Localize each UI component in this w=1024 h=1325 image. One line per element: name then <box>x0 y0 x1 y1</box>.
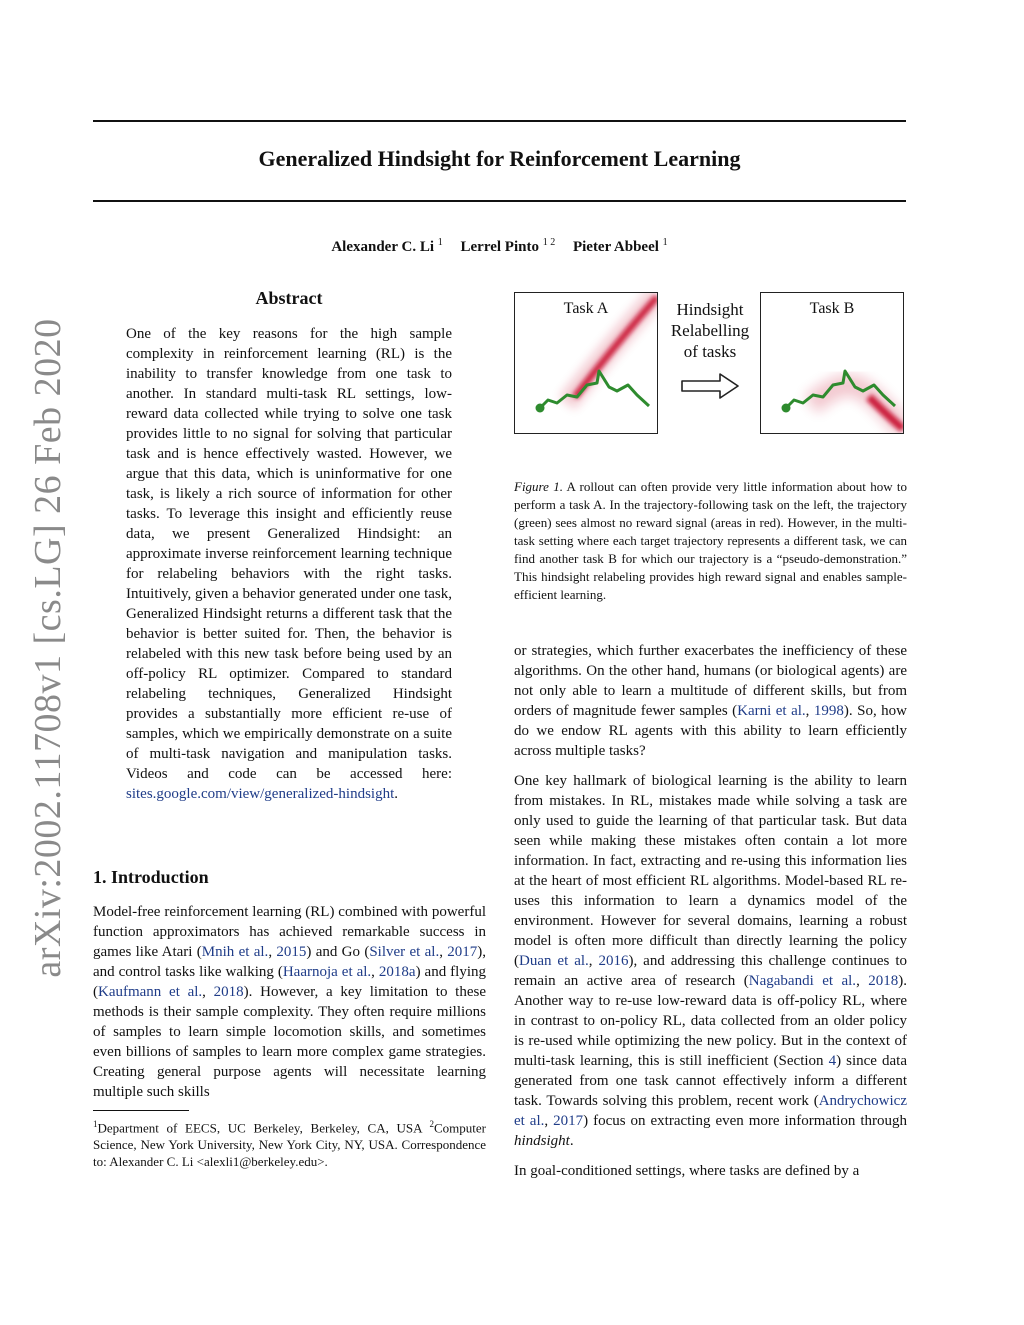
relabel-arrow-icon <box>680 372 742 400</box>
citation-year-link[interactable]: 2018 <box>868 973 899 989</box>
paragraph <box>514 771 907 1151</box>
title-top-rule <box>93 120 906 122</box>
arxiv-identifier: arXiv:2002.11708v1 [cs.LG] 26 Feb 2020 <box>27 318 69 978</box>
figure-caption <box>514 478 907 604</box>
abstract-body <box>126 324 452 804</box>
citation-sep: , <box>805 703 814 719</box>
task-b-panel <box>760 292 904 434</box>
citation-link[interactable]: Mnih et al. <box>201 944 269 960</box>
hindsight-label-line: Hindsight <box>676 300 744 319</box>
footnote-text: Computer Science, New York University, New York City, NY, USA. Correspondence to: Alexander C. Li <alexli1@berkeley.edu>. <box>93 1120 486 1170</box>
paragraph-text: In goal-conditioned settings, where tasks are defined by a <box>514 1163 860 1179</box>
paragraph-text: ). Another way to re-use low-reward data is off-policy RL, where in contrast to on-policy RL, data collected from an older policy is re-used while optimizing the new policy. But in the context of multi-task learning, this is still inefficient (Section <box>514 973 908 1069</box>
author-name: Alexander C. Li <box>331 239 434 255</box>
intro-text: Model-free reinforcement learning (RL) combined with powerful function approximators has achieved remarkable success in games like Atari ( <box>93 904 486 960</box>
footnote-text: Department of EECS, UC Berkeley, Berkeley, CA, USA <box>97 1120 430 1136</box>
task-a-panel <box>514 292 658 434</box>
intro-paragraph <box>93 902 486 1102</box>
author-name: Lerrel Pinto <box>460 239 539 255</box>
hindsight-label-line: Relabelling <box>670 321 750 340</box>
citation-year-link[interactable]: 2018 <box>213 984 244 1000</box>
intro-text: ) and Go ( <box>306 944 370 960</box>
section-ref-link[interactable]: 4 <box>828 1053 837 1069</box>
paragraph-text: ) since data generated from one task cannot effectively inform a different task. Towards solving this problem, recent work ( <box>514 1053 907 1109</box>
author-list <box>93 237 906 256</box>
abstract-heading: Abstract <box>255 288 323 308</box>
figure-label: Figure 1. <box>514 479 563 494</box>
project-link[interactable]: sites.google.com/view/generalized-hindsight <box>126 786 395 802</box>
intro-text: ), and control tasks like walking ( <box>93 944 487 980</box>
author-affiliation: 1 <box>437 237 443 248</box>
reward-region-glow <box>811 385 903 429</box>
citation-link[interactable]: Duan et al. <box>519 953 589 969</box>
citation-link[interactable]: Nagabandi et al. <box>748 973 857 989</box>
footnote-marker: 2 <box>429 1119 434 1129</box>
citation-year-link[interactable]: 2017 <box>553 1113 584 1129</box>
paper-title: Generalized Hindsight for Reinforcement Learning <box>258 146 741 171</box>
hindsight-label <box>664 299 756 362</box>
citation-sep: , <box>439 944 448 960</box>
figure-1 <box>514 290 906 436</box>
citation-link[interactable]: Haarnoja et al. <box>282 964 372 980</box>
paragraph-text: or strategies, which further exacerbates the inefficiency of these algorithms. On the other hand, humans (or biological agents) are not only able to learn a multitude of different skills, but from orders of magnitude fewer samples ( <box>514 643 907 719</box>
citation-sep: , <box>371 964 379 980</box>
title-bottom-rule <box>93 200 906 202</box>
citation-year-link[interactable]: 2016 <box>598 953 629 969</box>
citation-sep: , <box>588 953 599 969</box>
citation-sep: , <box>856 973 869 989</box>
caption-text: A rollout can often provide very little information about how to perform a task A. In the trajectory-following task on the left, the trajectory (green) sees almost no reward signal (areas in red). However, in the multi-task setting where each target trajectory represents a different task, we can find another task B for which our trajectory is a “pseudo-demonstration.” This hindsight relabeling provides high reward signal and enables sample-efficient learning. <box>514 479 907 602</box>
citation-year-link[interactable]: 2015 <box>276 944 307 960</box>
citation-link[interactable]: Andrychowicz et al. <box>514 1093 907 1129</box>
hindsight-label-line: of tasks <box>683 342 737 361</box>
task-a-label: Task A <box>563 300 609 317</box>
abstract-text: One of the key reasons for the high sample complexity in reinforcement learning (RL) is the inability to transfer knowledge from one task to another. In standard multi-task RL settings, low-reward data collected while trying to solve one task provides little to no signal for solving that particular task and is hence effectively wasted. However, we argue that this data, which is uninformative for one task, is likely a rich source of information for other tasks. To leverage this insight and efficiently reuse data, we present Generalized Hindsight: an approximate inverse reinforcement learning technique for relabeling behaviors with the right tasks. Intuitively, given a behavior generated under one task, Generalized Hindsight returns a different task that the behavior is better suited for. Then, the behavior is relabeled with this new task before being used by an off-policy RL optimizer. Compared to standard relabeling techniques, Generalized Hindsight provides a substantially more efficient re-use of samples, which we empirically demonstrate on a suite of multi-task navigation and manipulation tasks. Videos and code can be accessed here: <box>126 326 452 782</box>
paragraph-text: ) focus on extracting even more information through <box>583 1113 907 1129</box>
author-name: Pieter Abbeel <box>572 239 659 255</box>
paragraph-text: One key hallmark of biological learning is the ability to learn from mistakes. In RL, mistakes made while solving a task are only used to guide the learning of that particular task. But data seen while making these mistakes often contain a lot more information. In fact, extracting and re-using this information lies at the heart of most efficient RL algorithms. Model-based RL re-uses this information to learn a dynamics model of the environment. However for several domains, learning a robust model is often more difficult than directly learning the policy ( <box>514 773 907 969</box>
author-affiliation: 1 2 <box>542 237 556 248</box>
right-column-text <box>514 641 907 1191</box>
intro-text: ) and flying ( <box>93 964 487 1000</box>
citation-link[interactable]: Karni et al. <box>737 703 806 719</box>
citation-year-link[interactable]: 1998 <box>813 703 844 719</box>
paragraph-text: ), and addressing this challenge continues to remain an active area of research ( <box>514 953 908 989</box>
footnote <box>93 1116 486 1170</box>
footnote-rule <box>93 1110 189 1111</box>
paragraph-text: ). So, how do we endow RL agents with this ability to learn efficiently across multiple tasks? <box>514 703 908 759</box>
citation-sep: , <box>544 1113 554 1129</box>
author-affiliation: 1 <box>662 237 668 248</box>
section-heading-introduction: 1. Introduction <box>93 867 209 887</box>
trajectory-start-dot <box>782 404 791 413</box>
footnote-marker: 1 <box>93 1119 98 1129</box>
paragraph-text: . <box>569 1133 574 1149</box>
citation-year-link[interactable]: 2018a <box>378 964 416 980</box>
citation-year-link[interactable]: 2017 <box>447 944 478 960</box>
trajectory-start-dot <box>536 404 545 413</box>
citation-link[interactable]: Silver et al. <box>369 944 440 960</box>
citation-link[interactable]: Kaufmann et al. <box>98 984 203 1000</box>
citation-sep: , <box>202 984 214 1000</box>
emphasis-text: hindsight <box>514 1133 570 1149</box>
paragraph <box>514 641 907 761</box>
intro-text: ). However, a key limitation to these methods is their sample complexity. They often require millions of samples to learn simple locomotion skills, and sometimes even billions of samples to learn more complex game strategies. Creating general purpose agents will necessitate learning multiple such skills <box>93 984 487 1100</box>
task-b-label: Task B <box>809 300 855 317</box>
citation-sep: , <box>268 944 277 960</box>
paragraph <box>514 1161 907 1181</box>
abstract-end: . <box>394 786 399 802</box>
